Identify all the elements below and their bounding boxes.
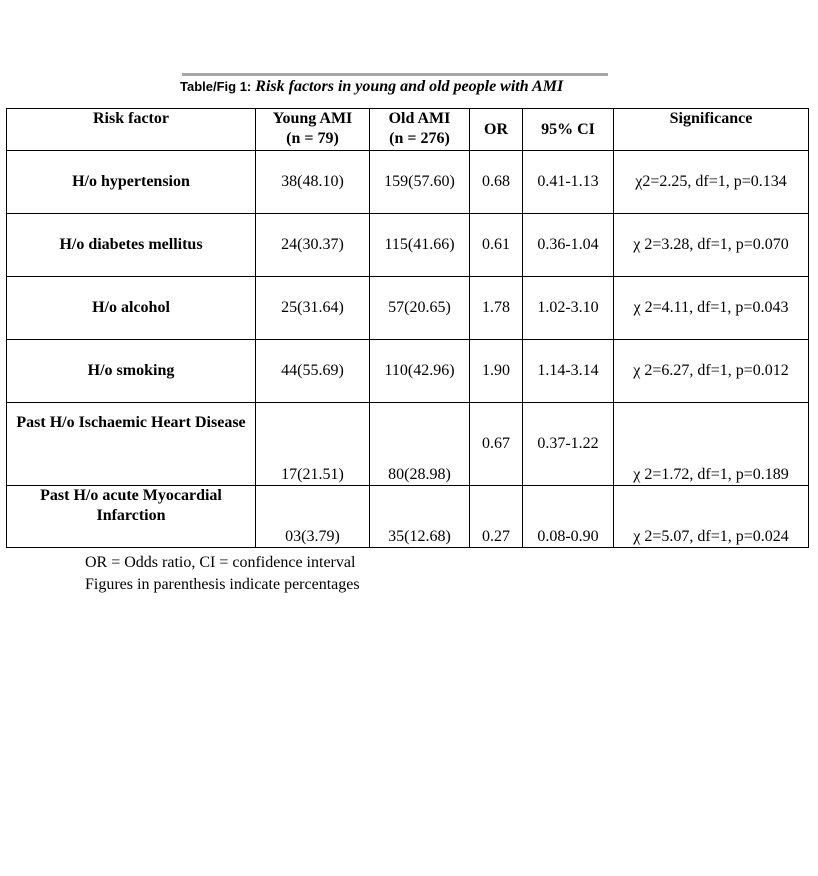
- young-cell: 25(31.64): [256, 277, 370, 340]
- old-cell: 159(57.60): [370, 151, 470, 214]
- old-cell: 57(20.65): [370, 277, 470, 340]
- header-row: [7, 109, 809, 151]
- table-row: [7, 151, 809, 214]
- header-young-title: Young AMI: [272, 110, 353, 127]
- young-cell: 44(55.69): [256, 340, 370, 403]
- risk-factor-cell: H/o smoking: [7, 340, 256, 403]
- header-old-title: Old AMI: [388, 110, 451, 127]
- table-row: [7, 403, 809, 486]
- header-significance: Significance: [614, 109, 809, 151]
- ci-cell: 0.41-1.13: [523, 151, 614, 214]
- header-old-n: (n = 276): [389, 130, 450, 147]
- significance-cell: χ 2=4.11, df=1, p=0.043: [614, 277, 809, 340]
- ci-cell: 0.37-1.22: [523, 403, 614, 486]
- significance-cell: χ 2=1.72, df=1, p=0.189: [614, 403, 809, 486]
- header-risk-factor: Risk factor: [7, 109, 256, 151]
- footnote-abbreviations: OR = Odds ratio, CI = confidence interval: [85, 554, 356, 571]
- header-young-ami: [256, 109, 370, 151]
- significance-cell: χ 2=3.28, df=1, p=0.070: [614, 214, 809, 277]
- significance-cell: χ2=2.25, df=1, p=0.134: [614, 151, 809, 214]
- table-footnotes: [85, 552, 360, 596]
- or-cell: 0.27: [470, 486, 523, 548]
- header-young-n: (n = 79): [286, 130, 339, 147]
- caption-text: Risk factors in young and old people with AMI: [255, 78, 564, 95]
- ci-cell: 0.36-1.04: [523, 214, 614, 277]
- header-or: OR: [470, 109, 523, 151]
- header-ci: 95% CI: [523, 109, 614, 151]
- table-caption: [180, 76, 563, 98]
- table-row: [7, 214, 809, 277]
- header-old-ami: [370, 109, 470, 151]
- young-cell: 38(48.10): [256, 151, 370, 214]
- footnote-percentages: Figures in parenthesis indicate percentages: [85, 576, 360, 593]
- or-cell: 0.68: [470, 151, 523, 214]
- significance-cell: χ 2=5.07, df=1, p=0.024: [614, 486, 809, 548]
- risk-factor-cell: H/o alcohol: [7, 277, 256, 340]
- young-cell: 17(21.51): [256, 403, 370, 486]
- old-cell: 80(28.98): [370, 403, 470, 486]
- risk-factor-table: [6, 108, 809, 548]
- or-cell: 1.90: [470, 340, 523, 403]
- old-cell: 110(42.96): [370, 340, 470, 403]
- or-cell: 0.61: [470, 214, 523, 277]
- table-row: [7, 340, 809, 403]
- risk-factor-cell: Past H/o acute Myocardial Infarction: [7, 486, 256, 548]
- ci-cell: 0.08-0.90: [523, 486, 614, 548]
- risk-factor-cell: H/o hypertension: [7, 151, 256, 214]
- ci-cell: 1.14-3.14: [523, 340, 614, 403]
- old-cell: 35(12.68): [370, 486, 470, 548]
- risk-factor-cell: Past H/o Ischaemic Heart Disease: [7, 403, 256, 486]
- significance-cell: χ 2=6.27, df=1, p=0.012: [614, 340, 809, 403]
- young-cell: 03(3.79): [256, 486, 370, 548]
- caption-label: Table/Fig 1:: [180, 79, 252, 94]
- or-cell: 0.67: [470, 403, 523, 486]
- or-cell: 1.78: [470, 277, 523, 340]
- table-row: [7, 486, 809, 548]
- table-row: [7, 277, 809, 340]
- young-cell: 24(30.37): [256, 214, 370, 277]
- risk-factor-cell: H/o diabetes mellitus: [7, 214, 256, 277]
- ci-cell: 1.02-3.10: [523, 277, 614, 340]
- old-cell: 115(41.66): [370, 214, 470, 277]
